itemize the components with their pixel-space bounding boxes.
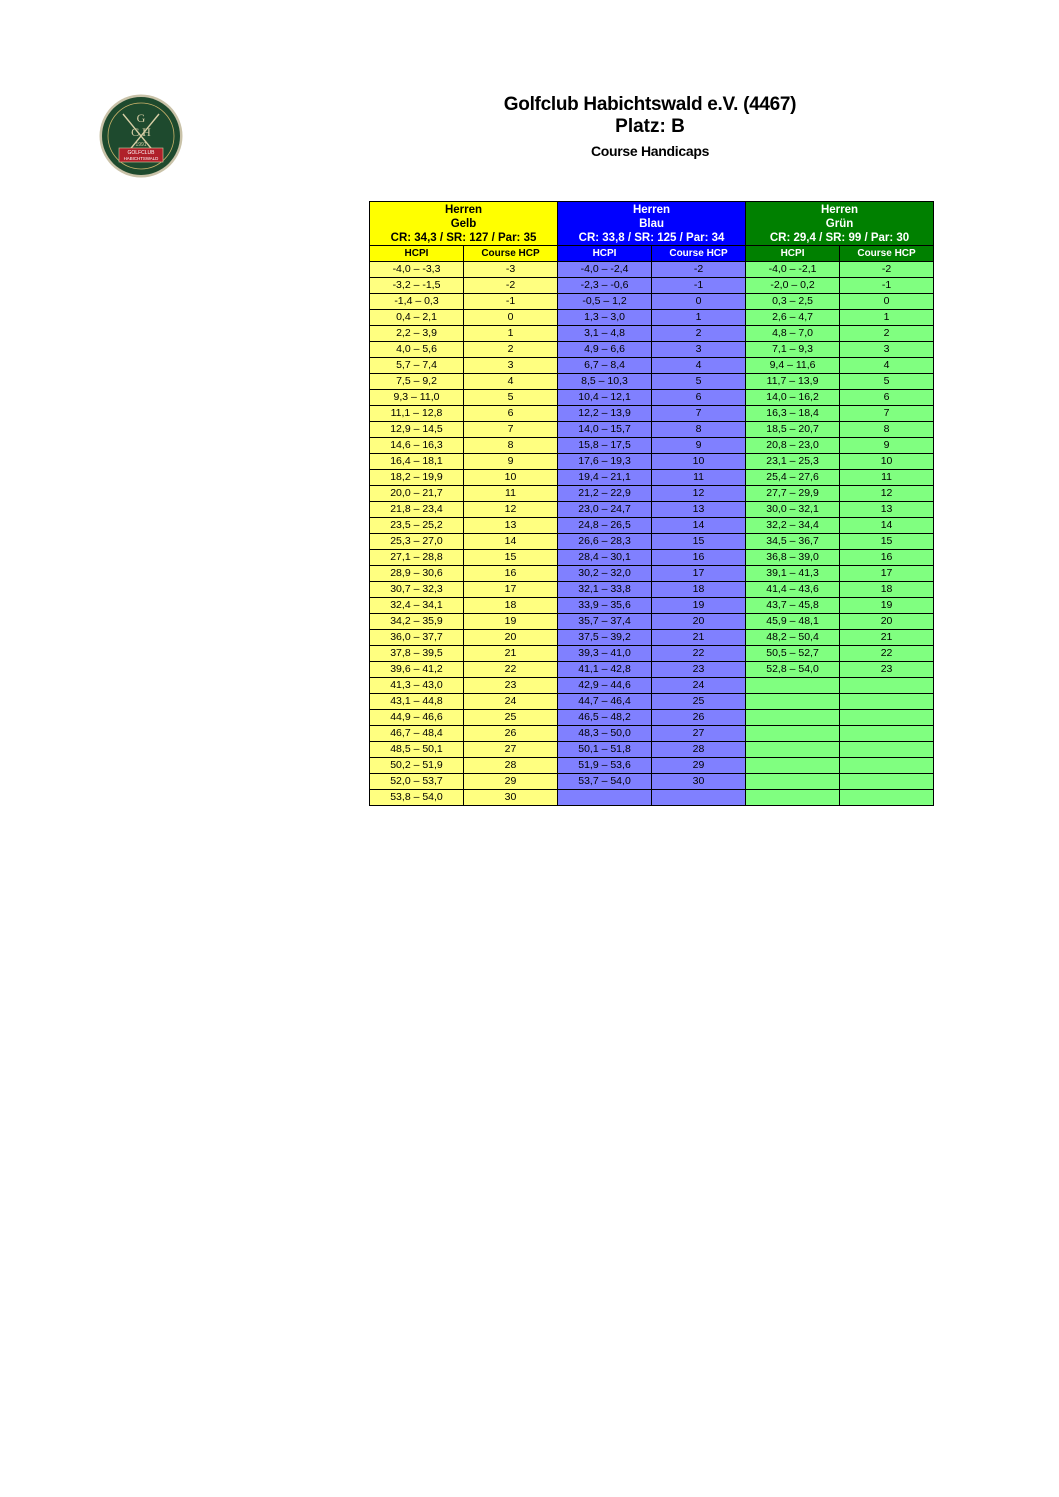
table-row — [370, 742, 934, 758]
hcpi-cell — [746, 742, 840, 758]
course-hcp-cell: 1 — [840, 310, 934, 326]
course-hcp-cell: 25 — [652, 694, 746, 710]
hcpi-cell: 18,2 – 19,9 — [370, 470, 464, 486]
hcpi-cell: 51,9 – 53,6 — [558, 758, 652, 774]
hcpi-cell: 25,4 – 27,6 — [746, 470, 840, 486]
hcpi-cell: 6,7 – 8,4 — [558, 358, 652, 374]
course-hcp-cell: -3 — [464, 262, 558, 278]
course-hcp-cell: 13 — [652, 502, 746, 518]
hcpi-cell: 30,0 – 32,1 — [746, 502, 840, 518]
hcpi-cell: 39,1 – 41,3 — [746, 566, 840, 582]
hcpi-cell: 0,4 – 2,1 — [370, 310, 464, 326]
hcpi-cell: 27,7 – 29,9 — [746, 486, 840, 502]
course-hcp-cell: 23 — [840, 662, 934, 678]
hcpi-cell: 37,5 – 39,2 — [558, 630, 652, 646]
course-hcp-cell: 5 — [464, 390, 558, 406]
table-row — [370, 534, 934, 550]
course-hcp-cell — [840, 726, 934, 742]
course-hcp-cell: 21 — [464, 646, 558, 662]
table-row — [370, 598, 934, 614]
hcpi-cell: 48,5 – 50,1 — [370, 742, 464, 758]
column-header-hcpi: HCPI — [370, 246, 464, 262]
course-hcp-cell: 30 — [464, 790, 558, 806]
hcpi-cell: 11,1 – 12,8 — [370, 406, 464, 422]
hcpi-cell: 20,8 – 23,0 — [746, 438, 840, 454]
course-hcp-cell: 20 — [652, 614, 746, 630]
course-hcp-cell: -2 — [652, 262, 746, 278]
table-row — [370, 374, 934, 390]
hcpi-cell: 45,9 – 48,1 — [746, 614, 840, 630]
hcpi-cell: 20,0 – 21,7 — [370, 486, 464, 502]
course-hcp-cell: 8 — [464, 438, 558, 454]
course-hcp-cell: 18 — [840, 582, 934, 598]
hcpi-cell: 32,1 – 33,8 — [558, 582, 652, 598]
hcpi-cell: -4,0 – -2,4 — [558, 262, 652, 278]
hcpi-cell: 9,4 – 11,6 — [746, 358, 840, 374]
hcpi-cell — [746, 710, 840, 726]
course-hcp-cell: 26 — [464, 726, 558, 742]
hcpi-cell: 46,5 – 48,2 — [558, 710, 652, 726]
hcpi-cell — [746, 726, 840, 742]
course-hcp-cell: 1 — [464, 326, 558, 342]
hcpi-cell: -3,2 – -1,5 — [370, 278, 464, 294]
group-header-gruen: Herren Grün CR: 29,4 / SR: 99 / Par: 30 — [746, 202, 934, 246]
course-hcp-cell — [652, 790, 746, 806]
course-hcp-cell: 24 — [464, 694, 558, 710]
hcpi-cell: 52,8 – 54,0 — [746, 662, 840, 678]
course-hcp-cell: 12 — [464, 502, 558, 518]
course-hcp-cell: 22 — [464, 662, 558, 678]
course-title: Platz: B — [615, 116, 685, 137]
table-row — [370, 566, 934, 582]
hcpi-cell: 44,7 – 46,4 — [558, 694, 652, 710]
course-hcp-cell: 7 — [464, 422, 558, 438]
course-hcp-cell: 11 — [652, 470, 746, 486]
hcpi-cell: 28,4 – 30,1 — [558, 550, 652, 566]
hcpi-cell: 9,3 – 11,0 — [370, 390, 464, 406]
course-hcp-cell: 18 — [464, 598, 558, 614]
hcpi-cell: 53,7 – 54,0 — [558, 774, 652, 790]
course-hcp-cell — [840, 678, 934, 694]
hcpi-cell: -2,0 – 0,2 — [746, 278, 840, 294]
course-hcp-cell: 13 — [840, 502, 934, 518]
course-hcp-cell: 29 — [464, 774, 558, 790]
hcpi-cell: 3,1 – 4,8 — [558, 326, 652, 342]
course-hcp-cell: 4 — [840, 358, 934, 374]
table-row — [370, 710, 934, 726]
hcpi-cell: 34,5 – 36,7 — [746, 534, 840, 550]
hcpi-cell: 32,2 – 34,4 — [746, 518, 840, 534]
course-hcp-cell: 10 — [464, 470, 558, 486]
course-hcp-cell: 12 — [840, 486, 934, 502]
hcpi-cell: 30,2 – 32,0 — [558, 566, 652, 582]
table-row — [370, 326, 934, 342]
hcpi-cell: 36,8 – 39,0 — [746, 550, 840, 566]
course-hcp-cell: 17 — [840, 566, 934, 582]
column-header-course-hcp: Course HCP — [464, 246, 558, 262]
course-hcp-cell: 16 — [840, 550, 934, 566]
course-hcp-cell — [840, 774, 934, 790]
table-row — [370, 646, 934, 662]
hcpi-cell: 44,9 – 46,6 — [370, 710, 464, 726]
page-header — [420, 94, 880, 162]
course-hcp-cell: 8 — [652, 422, 746, 438]
hcpi-cell: -2,3 – -0,6 — [558, 278, 652, 294]
hcpi-cell: 41,1 – 42,8 — [558, 662, 652, 678]
logo-letters-ch: C H — [131, 125, 151, 139]
course-hcp-cell: 19 — [464, 614, 558, 630]
course-hcp-cell: 3 — [464, 358, 558, 374]
club-title: Golfclub Habichtswald e.V. (4467) — [503, 94, 797, 115]
course-hcp-cell: 19 — [652, 598, 746, 614]
course-hcp-cell: 17 — [652, 566, 746, 582]
hcpi-cell: 41,3 – 43,0 — [370, 678, 464, 694]
course-hcp-cell: 13 — [464, 518, 558, 534]
course-hcp-cell — [840, 694, 934, 710]
course-hcp-cell: 27 — [652, 726, 746, 742]
hcpi-cell: 39,6 – 41,2 — [370, 662, 464, 678]
logo-year: 1991 — [135, 142, 147, 148]
course-hcp-cell: 11 — [464, 486, 558, 502]
course-hcp-cell: 15 — [464, 550, 558, 566]
course-hcp-cell: 6 — [652, 390, 746, 406]
table-row — [370, 694, 934, 710]
table-row — [370, 662, 934, 678]
group-header-gelb: Herren Gelb CR: 34,3 / SR: 127 / Par: 35 — [370, 202, 558, 246]
course-hcp-cell: 22 — [840, 646, 934, 662]
course-hcp-cell: 16 — [464, 566, 558, 582]
hcpi-cell: 53,8 – 54,0 — [370, 790, 464, 806]
table-row — [370, 294, 934, 310]
hcpi-cell: 4,9 – 6,6 — [558, 342, 652, 358]
hcpi-cell: 28,9 – 30,6 — [370, 566, 464, 582]
table-row — [370, 790, 934, 806]
course-hcp-cell: 23 — [464, 678, 558, 694]
hcpi-cell: 14,0 – 16,2 — [746, 390, 840, 406]
hcpi-cell: 18,5 – 20,7 — [746, 422, 840, 438]
course-hcp-cell: 3 — [652, 342, 746, 358]
course-hcp-cell: 4 — [652, 358, 746, 374]
hcpi-cell: 30,7 – 32,3 — [370, 582, 464, 598]
course-hcp-cell: 10 — [652, 454, 746, 470]
table-row — [370, 342, 934, 358]
course-hcp-cell: 0 — [464, 310, 558, 326]
hcpi-cell: 39,3 – 41,0 — [558, 646, 652, 662]
course-hcp-cell: 15 — [840, 534, 934, 550]
course-hcp-cell: 9 — [464, 454, 558, 470]
handicap-table — [369, 201, 934, 806]
hcpi-cell: 26,6 – 28,3 — [558, 534, 652, 550]
hcpi-cell: 42,9 – 44,6 — [558, 678, 652, 694]
hcpi-cell: 5,7 – 7,4 — [370, 358, 464, 374]
hcpi-cell: 17,6 – 19,3 — [558, 454, 652, 470]
course-hcp-cell: 7 — [840, 406, 934, 422]
table-row — [370, 758, 934, 774]
table-row — [370, 454, 934, 470]
course-hcp-cell — [840, 790, 934, 806]
hcpi-cell: 10,4 – 12,1 — [558, 390, 652, 406]
course-hcp-cell: 2 — [840, 326, 934, 342]
table-row — [370, 262, 934, 278]
logo-letter-g: G — [136, 111, 146, 125]
hcpi-cell: 33,9 – 35,6 — [558, 598, 652, 614]
hcpi-cell: 23,0 – 24,7 — [558, 502, 652, 518]
table-row — [370, 422, 934, 438]
hcpi-cell: -4,0 – -3,3 — [370, 262, 464, 278]
course-hcp-cell: -1 — [464, 294, 558, 310]
hcpi-cell — [746, 774, 840, 790]
hcpi-cell: 7,5 – 9,2 — [370, 374, 464, 390]
hcpi-cell: 19,4 – 21,1 — [558, 470, 652, 486]
hcpi-cell — [746, 694, 840, 710]
table-row — [370, 278, 934, 294]
hcpi-cell: 4,8 – 7,0 — [746, 326, 840, 342]
hcpi-cell: 2,6 – 4,7 — [746, 310, 840, 326]
course-hcp-cell: 0 — [652, 294, 746, 310]
table-row — [370, 310, 934, 326]
course-hcp-cell: 14 — [652, 518, 746, 534]
course-hcp-cell: -2 — [464, 278, 558, 294]
course-hcp-cell: 15 — [652, 534, 746, 550]
table-row — [370, 502, 934, 518]
course-hcp-cell: 9 — [652, 438, 746, 454]
course-hcp-cell: 17 — [464, 582, 558, 598]
hcpi-cell: 48,2 – 50,4 — [746, 630, 840, 646]
page-subtitle: Course Handicaps — [590, 143, 710, 159]
course-hcp-cell: 18 — [652, 582, 746, 598]
table-row — [370, 678, 934, 694]
table-row — [370, 406, 934, 422]
course-hcp-cell — [840, 742, 934, 758]
course-hcp-cell: 3 — [840, 342, 934, 358]
table-row — [370, 518, 934, 534]
hcpi-cell: 36,0 – 37,7 — [370, 630, 464, 646]
course-hcp-cell: -2 — [840, 262, 934, 278]
course-hcp-cell — [840, 758, 934, 774]
course-hcp-cell: 0 — [840, 294, 934, 310]
hcpi-cell: 52,0 – 53,7 — [370, 774, 464, 790]
hcpi-cell: 43,1 – 44,8 — [370, 694, 464, 710]
hcpi-cell — [746, 790, 840, 806]
course-hcp-cell: -1 — [840, 278, 934, 294]
course-hcp-cell: 23 — [652, 662, 746, 678]
course-hcp-cell: 11 — [840, 470, 934, 486]
hcpi-cell: -1,4 – 0,3 — [370, 294, 464, 310]
column-header-course-hcp: Course HCP — [840, 246, 934, 262]
hcpi-cell: 35,7 – 37,4 — [558, 614, 652, 630]
hcpi-cell: 25,3 – 27,0 — [370, 534, 464, 550]
course-hcp-cell: 5 — [652, 374, 746, 390]
hcpi-cell: 21,2 – 22,9 — [558, 486, 652, 502]
course-hcp-cell: 30 — [652, 774, 746, 790]
course-hcp-cell: 9 — [840, 438, 934, 454]
course-hcp-cell: 6 — [464, 406, 558, 422]
table-row — [370, 438, 934, 454]
hcpi-cell: 12,2 – 13,9 — [558, 406, 652, 422]
hcpi-cell: 4,0 – 5,6 — [370, 342, 464, 358]
hcpi-cell: 0,3 – 2,5 — [746, 294, 840, 310]
hcpi-cell: 8,5 – 10,3 — [558, 374, 652, 390]
column-header-hcpi: HCPI — [746, 246, 840, 262]
hcpi-cell: 43,7 – 45,8 — [746, 598, 840, 614]
hcpi-cell: 37,8 – 39,5 — [370, 646, 464, 662]
hcpi-cell: 50,2 – 51,9 — [370, 758, 464, 774]
course-hcp-cell — [840, 710, 934, 726]
hcpi-cell: 12,9 – 14,5 — [370, 422, 464, 438]
table-row — [370, 550, 934, 566]
table-row — [370, 358, 934, 374]
course-hcp-cell: 19 — [840, 598, 934, 614]
hcpi-cell: 16,4 – 18,1 — [370, 454, 464, 470]
hcpi-cell: 1,3 – 3,0 — [558, 310, 652, 326]
course-hcp-cell: 20 — [840, 614, 934, 630]
course-hcp-cell: 14 — [464, 534, 558, 550]
course-hcp-cell: 12 — [652, 486, 746, 502]
course-hcp-cell: 6 — [840, 390, 934, 406]
course-hcp-cell: 25 — [464, 710, 558, 726]
course-hcp-cell: 24 — [652, 678, 746, 694]
hcpi-cell — [558, 790, 652, 806]
hcpi-cell: 15,8 – 17,5 — [558, 438, 652, 454]
hcpi-cell: 14,0 – 15,7 — [558, 422, 652, 438]
hcpi-cell: -4,0 – -2,1 — [746, 262, 840, 278]
hcpi-cell: 24,8 – 26,5 — [558, 518, 652, 534]
course-hcp-cell: 28 — [652, 742, 746, 758]
table-row — [370, 390, 934, 406]
hcpi-cell: 27,1 – 28,8 — [370, 550, 464, 566]
hcpi-cell — [746, 678, 840, 694]
hcpi-cell: 21,8 – 23,4 — [370, 502, 464, 518]
table-body — [370, 262, 934, 806]
hcpi-cell: 11,7 – 13,9 — [746, 374, 840, 390]
logo-banner-1: GOLFCLUB — [127, 150, 155, 156]
hcpi-cell: 23,1 – 25,3 — [746, 454, 840, 470]
hcpi-cell: 34,2 – 35,9 — [370, 614, 464, 630]
course-hcp-cell: 29 — [652, 758, 746, 774]
course-hcp-cell: 8 — [840, 422, 934, 438]
course-hcp-cell: 4 — [464, 374, 558, 390]
table-row — [370, 630, 934, 646]
course-hcp-cell: 16 — [652, 550, 746, 566]
hcpi-cell: -0,5 – 1,2 — [558, 294, 652, 310]
table-row — [370, 582, 934, 598]
course-hcp-cell: 1 — [652, 310, 746, 326]
course-hcp-cell: -1 — [652, 278, 746, 294]
course-hcp-cell: 22 — [652, 646, 746, 662]
hcpi-cell: 2,2 – 3,9 — [370, 326, 464, 342]
table-row — [370, 486, 934, 502]
course-hcp-cell: 2 — [464, 342, 558, 358]
hcpi-cell: 48,3 – 50,0 — [558, 726, 652, 742]
hcpi-cell: 14,6 – 16,3 — [370, 438, 464, 454]
hcpi-cell: 50,5 – 52,7 — [746, 646, 840, 662]
hcpi-cell: 7,1 – 9,3 — [746, 342, 840, 358]
hcpi-cell: 23,5 – 25,2 — [370, 518, 464, 534]
table-row — [370, 470, 934, 486]
course-hcp-cell: 26 — [652, 710, 746, 726]
table-row — [370, 726, 934, 742]
hcpi-cell — [746, 758, 840, 774]
course-hcp-cell: 20 — [464, 630, 558, 646]
course-hcp-cell: 14 — [840, 518, 934, 534]
hcpi-cell: 32,4 – 34,1 — [370, 598, 464, 614]
hcpi-cell: 41,4 – 43,6 — [746, 582, 840, 598]
table-row — [370, 614, 934, 630]
course-hcp-cell: 27 — [464, 742, 558, 758]
course-hcp-cell: 7 — [652, 406, 746, 422]
column-header-hcpi: HCPI — [558, 246, 652, 262]
hcpi-cell: 50,1 – 51,8 — [558, 742, 652, 758]
course-hcp-cell: 28 — [464, 758, 558, 774]
course-hcp-cell: 10 — [840, 454, 934, 470]
group-header-blau: Herren Blau CR: 33,8 / SR: 125 / Par: 34 — [558, 202, 746, 246]
column-header-course-hcp: Course HCP — [652, 246, 746, 262]
course-hcp-cell: 5 — [840, 374, 934, 390]
course-hcp-cell: 21 — [840, 630, 934, 646]
club-logo — [99, 94, 183, 178]
logo-banner-2: HABICHTSWALD — [123, 156, 159, 161]
course-hcp-cell: 2 — [652, 326, 746, 342]
hcpi-cell: 46,7 – 48,4 — [370, 726, 464, 742]
course-hcp-cell: 21 — [652, 630, 746, 646]
hcpi-cell: 16,3 – 18,4 — [746, 406, 840, 422]
table-row — [370, 774, 934, 790]
